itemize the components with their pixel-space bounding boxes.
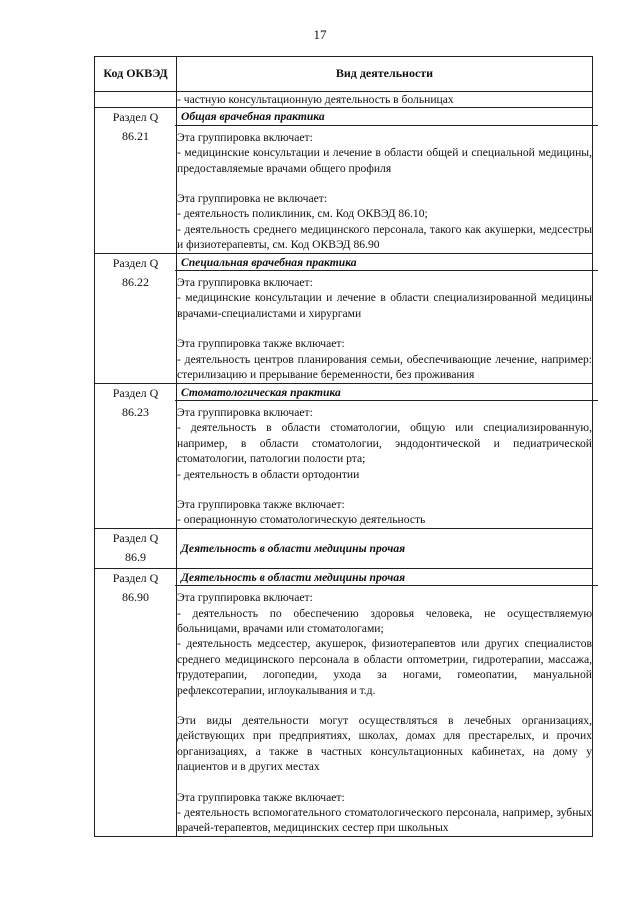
code-cell <box>95 568 177 836</box>
desc-cell <box>177 383 593 528</box>
paragraph: Эта группировка включает: <box>177 276 313 290</box>
paragraph: - деятельность в области ортодонтии <box>177 467 360 481</box>
paragraph: Эта группировка не включает: <box>177 192 328 206</box>
paragraph: Эта группировка включает: <box>177 591 313 605</box>
code-number: 86.21 <box>122 129 149 144</box>
row-title: Специальная врачебная практика <box>175 254 598 271</box>
paragraph: Эти виды деятельности могут осуществляться в лечебных организациях, действующих при предприятиях, школах, домах для престарелых, и прочих организациях, а также в частных консультационных кабинетах, на дому у пациентов и в других местах <box>177 714 592 774</box>
code-cell <box>95 108 177 253</box>
code-number: 86.90 <box>122 589 149 604</box>
paragraph: - деятельность поликлиник, см. Код ОКВЭД 86.10; <box>177 207 428 221</box>
okved-table <box>94 56 593 837</box>
code-section: Раздел Q <box>112 530 159 545</box>
paragraph: - деятельность центров планирования семьи, обеспечивающие лечение, например: стерилизацию и прерывание беременности, без проживания <box>177 352 592 382</box>
paragraph: Эта группировка включает: <box>177 405 313 419</box>
desc-cell <box>177 108 593 253</box>
code-cell <box>95 528 177 568</box>
code-number: 86.22 <box>122 274 149 289</box>
continuation-text: - частную консультационную деятельность в больницах <box>177 93 454 106</box>
paragraph: - деятельность по обеспечению здоровья человека, не осуществляемую больницами, врачами или стоматологами; <box>177 606 592 635</box>
page-number: 17 <box>313 27 327 42</box>
desc-cell <box>177 92 593 108</box>
table-row <box>95 92 593 108</box>
row-title: Деятельность в области медицины прочая <box>177 528 593 568</box>
paragraph: Эта группировка включает: <box>177 130 313 144</box>
header-activity: Вид деятельности <box>177 57 593 92</box>
code-cell <box>95 253 177 383</box>
paragraph: Эта группировка также включает: <box>177 497 345 511</box>
table-row <box>95 108 593 253</box>
paragraph: Эта группировка также включает: <box>177 337 345 351</box>
paragraph: Эта группировка также включает: <box>177 790 345 804</box>
paragraph: - операционную стоматологическую деятельность <box>177 513 426 527</box>
desc-cell <box>177 253 593 383</box>
paragraph: - деятельность вспомогательного стоматологического персонала, например, зубных врачей-терапевтов, медицинских сестер при школьных <box>177 806 592 835</box>
code-section: Раздел Q <box>112 570 159 585</box>
code-number: 86.9 <box>125 549 146 564</box>
paragraph: - медицинские консультации и лечение в области специализированной медицины врачами-специалистами и хирургами <box>177 291 592 320</box>
table-row <box>95 568 593 836</box>
code-section: Раздел Q <box>112 385 159 400</box>
desc-cell <box>177 568 593 836</box>
code-cell <box>95 383 177 528</box>
code-section: Раздел Q <box>112 110 159 125</box>
row-title: Общая врачебная практика <box>175 108 598 125</box>
table-row <box>95 383 593 528</box>
paragraph: - деятельность среднего медицинского персонала, такого как акушерки, медсестры и физиотерапевты, см. Код ОКВЭД 86.90 <box>177 222 592 252</box>
table-row <box>95 253 593 383</box>
code-number: 86.23 <box>122 404 149 419</box>
header-code: Код ОКВЭД <box>95 57 177 92</box>
table-header-row <box>95 57 593 92</box>
paragraph: - медицинские консультации и лечение в области общей и специальной медицины, предоставляемые врачами общего профиля <box>177 146 592 175</box>
paragraph: - деятельность в области стоматологии, общую или специализированную, например, в области стоматологии, эндодонтической и педиатрической стоматологии, патологии полости рта; <box>177 421 592 466</box>
code-section: Раздел Q <box>112 255 159 270</box>
code-cell <box>95 92 177 108</box>
row-title: Стоматологическая практика <box>175 384 598 401</box>
table-row <box>95 528 593 568</box>
paragraph: - деятельность медсестер, акушерок, физиотерапевтов или других специалистов среднего медицинского персонала в области оптометрии, гидротерапии, массажа, трудотерапии, логопедии, ухода за ногами, гомеопатии, мануальной рефлексотерапии, иглоукалывания и т.д. <box>177 637 592 697</box>
row-title: Деятельность в области медицины прочая <box>175 569 598 586</box>
